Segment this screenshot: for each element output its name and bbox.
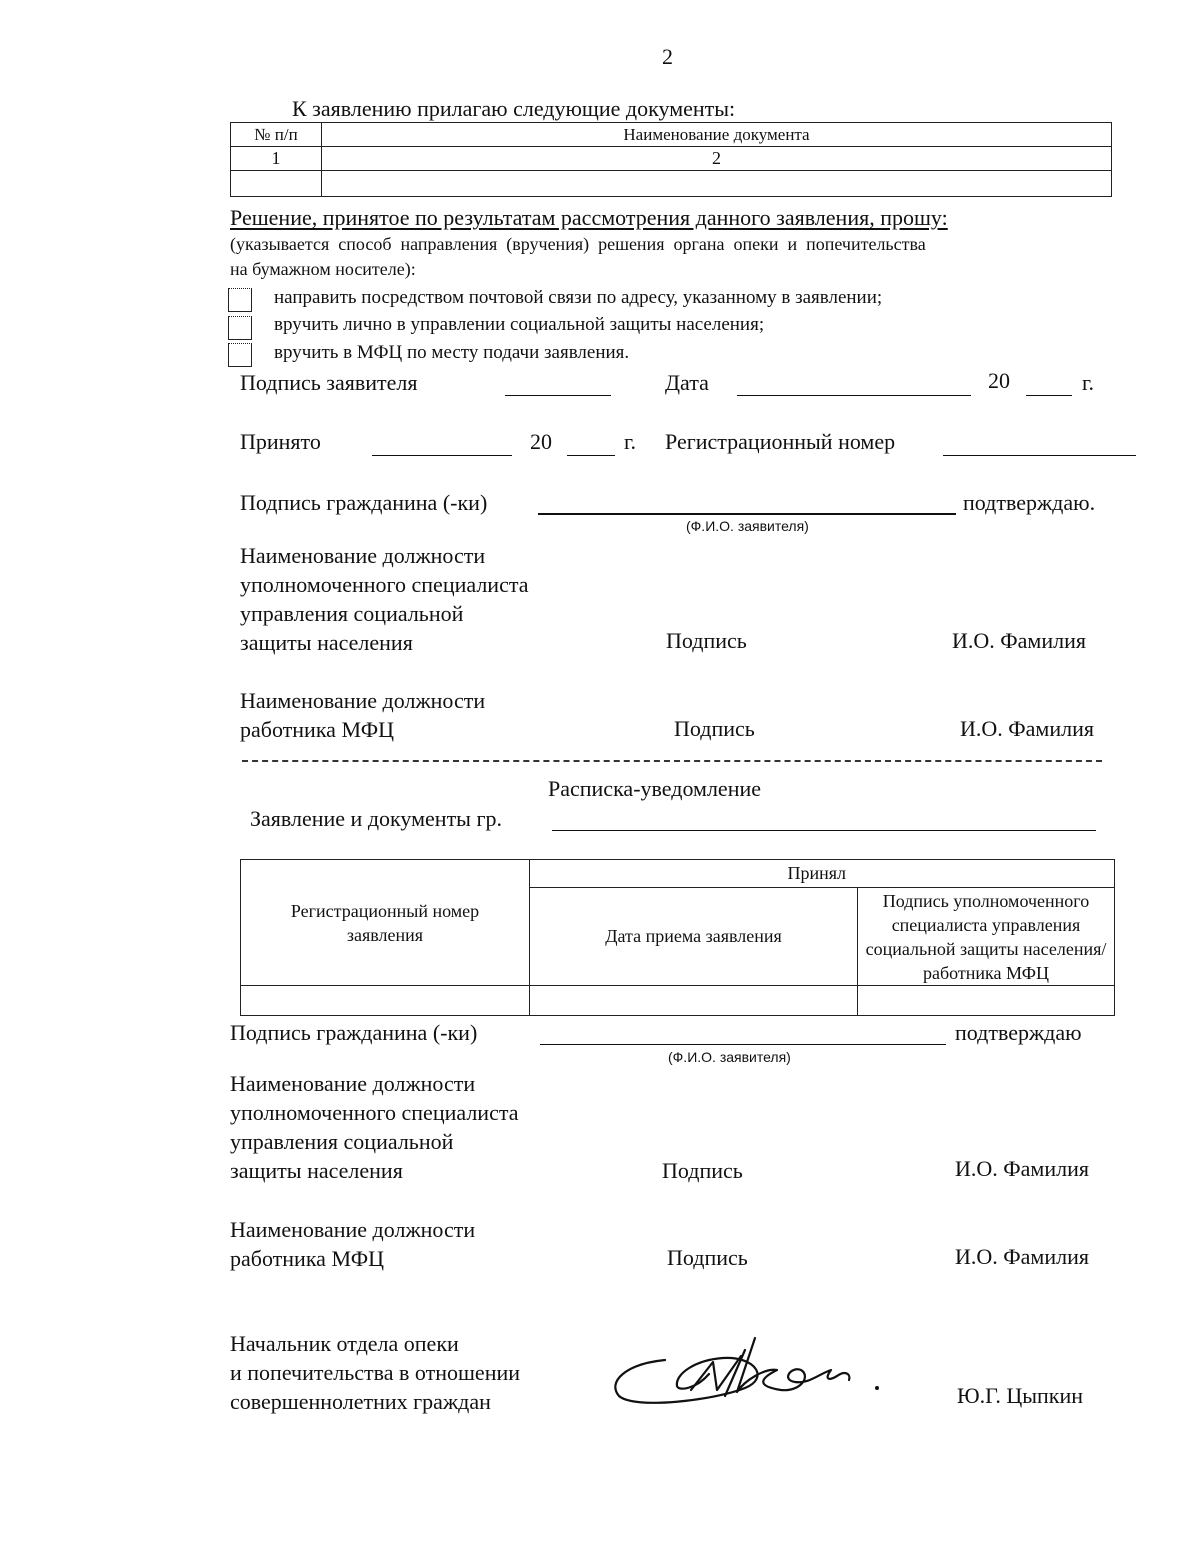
specialist-name-label-2: И.О. Фамилия [955, 1156, 1089, 1181]
mfc-position-block [240, 686, 485, 744]
year-field[interactable] [1026, 395, 1072, 396]
specialist-line: защиты населения [240, 630, 413, 655]
numbering-cell-2: 2 [322, 147, 1112, 171]
accepted-year-suffix: г. [624, 429, 637, 454]
specialist-position-block-2 [230, 1069, 519, 1185]
cut-line [242, 760, 1102, 762]
specialist-signature-label-2: Подпись [662, 1158, 743, 1183]
specialist-line: защиты населения [230, 1158, 403, 1183]
specialist-signature-label: Подпись [666, 628, 747, 653]
option-in-person-label: вручить лично в управлении социальной защиты населения; [274, 314, 765, 335]
decision-note-line1: (указывается способ направления (вручения) решения органа опеки и попечительства [230, 234, 926, 254]
registration-number-label: Регистрационный номер [665, 429, 896, 454]
head-position-block [230, 1329, 520, 1416]
authorized-signature-header: Подпись уполномоченного специалиста управления социальной защиты населения/работника МФЦ [858, 888, 1115, 986]
attachment-name-cell[interactable] [322, 171, 1112, 197]
accepted-year-field[interactable] [567, 455, 615, 456]
specialist-line: Наименование должности [230, 1071, 476, 1096]
mfc-signature-label-2: Подпись [667, 1245, 748, 1270]
applicant-signature-field[interactable] [505, 395, 611, 396]
head-line: совершеннолетних граждан [230, 1389, 491, 1414]
mfc-line: работника МФЦ [240, 717, 394, 742]
mfc-line: работника МФЦ [230, 1246, 384, 1271]
acceptance-date-header: Дата приема заявления [530, 888, 858, 986]
acceptance-date-cell[interactable] [530, 986, 858, 1016]
receipt-table [240, 859, 1115, 1016]
specialist-line: уполномоченного специалиста [230, 1100, 519, 1125]
option-mfc-checkbox[interactable] [228, 343, 252, 367]
citizen-signature-label: Подпись гражданина (-ки) [240, 490, 488, 515]
accepted-year-prefix: 20 [530, 429, 552, 454]
mfc-line: Наименование должности [240, 688, 486, 713]
mfc-signature-label: Подпись [674, 716, 755, 741]
authorized-signature-cell[interactable] [858, 986, 1115, 1016]
numbering-cell-1: 1 [231, 147, 322, 171]
citizen-signature-label-2: Подпись гражданина (-ки) [230, 1020, 478, 1045]
decision-heading: Решение, принятое по результатам рассмотрения данного заявления, прошу: [230, 205, 948, 230]
specialist-name-label: И.О. Фамилия [952, 628, 1086, 653]
citizen-name-field-2[interactable] [540, 1044, 946, 1045]
option-mfc-label: вручить в МФЦ по месту подачи заявления. [274, 342, 630, 363]
specialist-line: управления социальной [240, 601, 464, 626]
mfc-line: Наименование должности [230, 1217, 476, 1242]
citizen-confirm-text-2: подтверждаю [955, 1020, 1082, 1045]
year-suffix: г. [1082, 370, 1095, 395]
receipt-docs-label: Заявление и документы гр. [250, 806, 502, 831]
receipt-title: Расписка-уведомление [548, 776, 762, 801]
attachment-number-cell[interactable] [231, 171, 322, 197]
date-field[interactable] [737, 395, 971, 396]
col-document-header: Наименование документа [322, 123, 1112, 147]
option-mail-label: направить посредством почтовой связи по адресу, указанному в заявлении; [274, 287, 883, 308]
attachments-table [230, 122, 1112, 197]
accepted-by-header: Принял [530, 860, 1115, 888]
reg-number-header: Регистрационный номер заявления [241, 860, 530, 986]
citizen-confirm-text: подтверждаю. [963, 490, 1096, 515]
specialist-line: Наименование должности [240, 543, 486, 568]
citizen-name-caption: (Ф.И.О. заявителя) [686, 518, 809, 534]
head-line: и попечительства в отношении [230, 1360, 521, 1385]
reg-number-cell[interactable] [241, 986, 530, 1016]
page-number: 2 [662, 44, 673, 69]
head-line: Начальник отдела опеки [230, 1331, 459, 1356]
handwritten-signature [605, 1330, 895, 1410]
citizen-name-caption-2: (Ф.И.О. заявителя) [668, 1049, 791, 1065]
accepted-date-field[interactable] [372, 455, 512, 456]
head-name: Ю.Г. Цыпкин [957, 1383, 1084, 1408]
mfc-position-block-2 [230, 1215, 475, 1273]
specialist-line: управления социальной [230, 1129, 454, 1154]
mfc-name-label: И.О. Фамилия [960, 716, 1094, 741]
decision-note-line2: на бумажном носителе): [230, 259, 416, 279]
specialist-line: уполномоченного специалиста [240, 572, 529, 597]
col-number-header: № п/п [231, 123, 322, 147]
year-prefix: 20 [988, 368, 1010, 393]
option-in-person-checkbox[interactable] [228, 316, 252, 340]
mfc-name-label-2: И.О. Фамилия [955, 1244, 1089, 1269]
receipt-citizen-field[interactable] [552, 830, 1096, 831]
date-label: Дата [665, 370, 709, 395]
specialist-position-block [240, 541, 529, 657]
option-mail-checkbox[interactable] [228, 288, 252, 312]
attachments-intro: К заявлению прилагаю следующие документы: [292, 96, 736, 121]
applicant-signature-label: Подпись заявителя [240, 370, 418, 395]
registration-number-field[interactable] [943, 455, 1136, 456]
accepted-label: Принято [240, 429, 321, 454]
citizen-name-field[interactable] [538, 513, 956, 515]
